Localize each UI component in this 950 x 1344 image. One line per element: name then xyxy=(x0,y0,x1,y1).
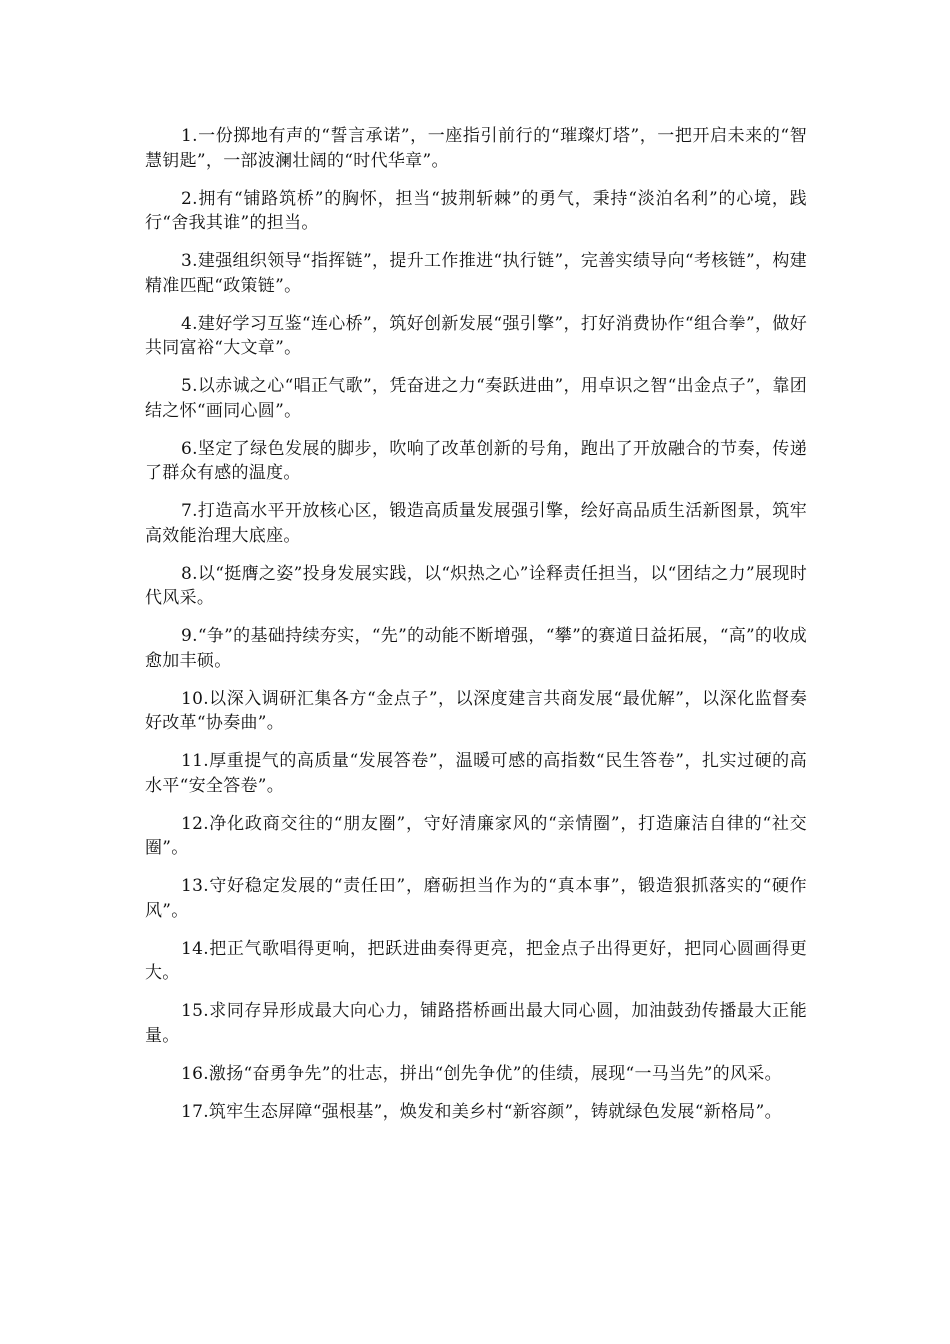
paragraph-14: 14.把正气歌唱得更响，把跃进曲奏得更亮，把金点子出得更好，把同心圆画得更大。 xyxy=(145,938,807,983)
document-body xyxy=(145,124,807,1138)
paragraph-17: 17.筑牢生态屏障“强根基”，焕发和美乡村“新容颜”，铸就绿色发展“新格局”。 xyxy=(181,1101,782,1122)
paragraph-16: 16.激扬“奋勇争先”的壮志，拼出“创先争优”的佳绩，展现“一马当先”的风采。 xyxy=(181,1063,782,1084)
paragraph-10: 10.以深入调研汇集各方“金点子”，以深度建言共商发展“最优解”，以深化监督奏好改革“协奏曲”。 xyxy=(145,688,807,733)
paragraph-8: 8.以“挺膺之姿”投身发展实践，以“炽热之心”诠释责任担当，以“团结之力”展现时代风采。 xyxy=(145,563,807,608)
paragraph-3: 3.建强组织领导“指挥链”，提升工作推进“执行链”，完善实绩导向“考核链”，构建精准匹配“政策链”。 xyxy=(145,251,807,296)
paragraph-4: 4.建好学习互鉴“连心桥”，筑好创新发展“强引擎”，打好消费协作“组合拳”，做好共同富裕“大文章”。 xyxy=(145,313,807,358)
paragraph-15: 15.求同存异形成最大向心力，铺路搭桥画出最大同心圆，加油鼓劲传播最大正能量。 xyxy=(145,1001,807,1046)
paragraph-9: 9.“争”的基础持续夯实，“先”的动能不断增强，“攀”的赛道日益拓展，“高”的收成愈加丰硕。 xyxy=(145,626,807,671)
paragraph-6: 6.坚定了绿色发展的脚步，吹响了改革创新的号角，跑出了开放融合的节奏，传递了群众有感的温度。 xyxy=(145,438,807,483)
paragraph-12: 12.净化政商交往的“朋友圈”，守好清廉家风的“亲情圈”，打造廉洁自律的“社交圈”。 xyxy=(145,813,807,858)
paragraph-7: 7.打造高水平开放核心区，锻造高质量发展强引擎，绘好高品质生活新图景，筑牢高效能治理大底座。 xyxy=(145,501,807,546)
paragraph-11: 11.厚重提气的高质量“发展答卷”，温暖可感的高指数“民生答卷”，扎实过硬的高水平“安全答卷”。 xyxy=(145,751,807,796)
paragraph-2: 2.拥有“铺路筑桥”的胸怀，担当“披荆斩棘”的勇气，秉持“淡泊名利”的心境，践行“舍我其谁”的担当。 xyxy=(145,188,807,233)
paragraph-5: 5.以赤诚之心“唱正气歌”，凭奋进之力“奏跃进曲”，用卓识之智“出金点子”，靠团结之怀“画同心圆”。 xyxy=(145,376,807,421)
paragraph-1: 1.一份掷地有声的“誓言承诺”，一座指引前行的“璀璨灯塔”，一把开启未来的“智慧钥匙”，一部波澜壮阔的“时代华章”。 xyxy=(145,126,807,171)
paragraph-13: 13.守好稳定发展的“责任田”，磨砺担当作为的“真本事”，锻造狠抓落实的“硬作风”。 xyxy=(145,876,807,921)
